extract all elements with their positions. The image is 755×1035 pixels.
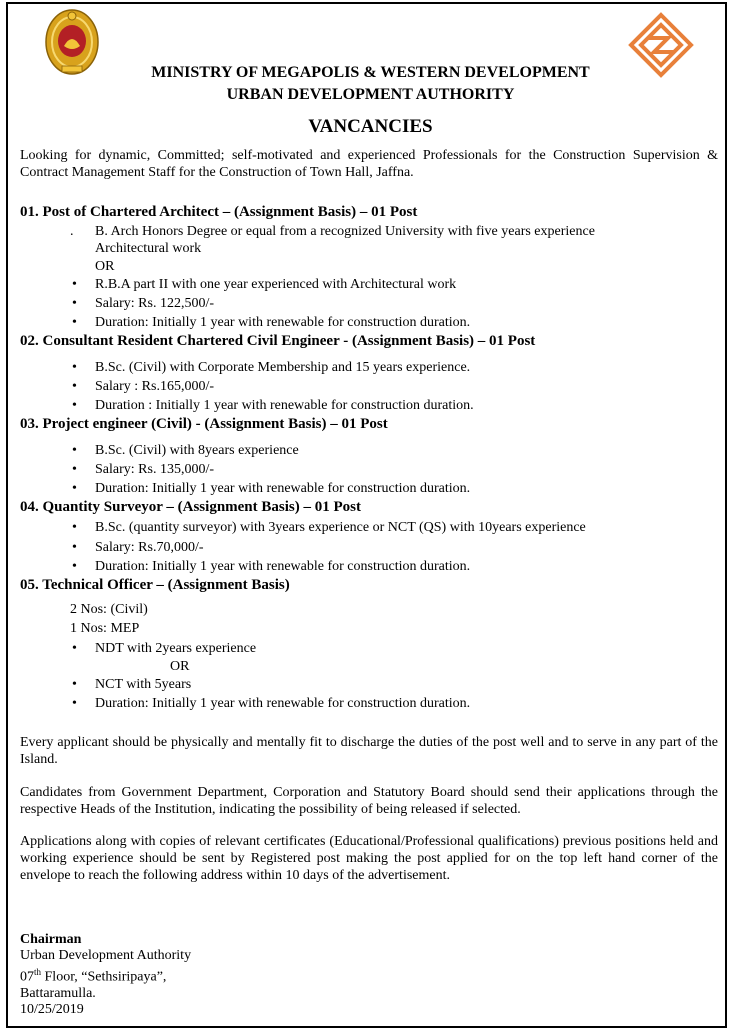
authority-title: URBAN DEVELOPMENT AUTHORITY	[226, 86, 515, 103]
advertisement-date: 10/25/2019	[20, 1001, 84, 1017]
list-item: NCT with 5years	[95, 677, 192, 692]
bullet-icon: •	[72, 696, 77, 711]
signatory-role: Chairman	[20, 932, 82, 947]
or-separator: OR	[95, 259, 115, 274]
bullet-icon: •	[72, 443, 77, 458]
or-separator: OR	[170, 659, 190, 674]
list-item: Salary: Rs.70,000/-	[95, 540, 204, 555]
bullet-icon: •	[72, 315, 77, 330]
intro-paragraph: Looking for dynamic, Committed; self-motivated and experienced Professionals for the Construction Supervision & Contract Management Staff for the Construction of Town Hall, Jaffna.	[20, 148, 718, 180]
bullet-icon: •	[72, 481, 77, 496]
address-floor: 07th Floor, “Sethsiripaya”,	[20, 967, 167, 985]
bullet-icon: •	[72, 296, 77, 311]
bullet-icon: •	[72, 520, 77, 535]
list-item: Duration: Initially 1 year with renewable for construction duration.	[95, 559, 471, 574]
bullet-icon: •	[72, 641, 77, 656]
application-instructions-paragraph: Applications along with copies of relevant certificates (Educational/Professional qualifications) previous positions held and working experience should be sent by Registered post making the post applied for on the top left hand corner of the envelope to reach the following address within 10 days of the advertisement.	[20, 834, 718, 883]
fitness-paragraph: Every applicant should be physically and mentally fit to discharge the duties of the post well and to serve in any part of the Island.	[20, 735, 718, 767]
government-applicants-paragraph: Candidates from Government Department, Corporation and Statutory Board should send their applications through the respective Heads of the Institution, indicating the possibility of being released if selected.	[20, 785, 718, 817]
list-item: B. Arch Honors Degree or equal from a recognized University with five years experience	[95, 224, 595, 239]
ministry-title: MINISTRY OF MEGAPOLIS & WESTERN DEVELOPMENT	[151, 64, 590, 81]
section-heading-civil-engineer: 02. Consultant Resident Chartered Civil Engineer - (Assignment Basis) – 01 Post	[20, 333, 536, 349]
list-item: Salary: Rs. 122,500/-	[95, 296, 214, 311]
list-item: R.B.A part II with one year experienced with Architectural work	[95, 277, 457, 292]
bullet-dot: .	[70, 224, 74, 239]
section-heading-technical-officer: 05. Technical Officer – (Assignment Basis)	[20, 577, 290, 593]
section-heading-architect: 01. Post of Chartered Architect – (Assignment Basis) – 01 Post	[20, 204, 418, 220]
bullet-icon: •	[72, 379, 77, 394]
bullet-icon: •	[72, 540, 77, 555]
bullet-icon: •	[72, 677, 77, 692]
list-item: Salary : Rs.165,000/-	[95, 379, 214, 394]
bullet-icon: •	[72, 559, 77, 574]
list-item: Salary: Rs. 135,000/-	[95, 462, 214, 477]
bullet-icon: •	[72, 462, 77, 477]
list-item-continued: Architectural work	[95, 241, 202, 256]
section-heading-quantity-surveyor: 04. Quantity Surveyor – (Assignment Basis) – 01 Post	[20, 499, 361, 515]
list-item: NDT with 2years experience	[95, 641, 257, 656]
signature-block	[20, 932, 191, 1018]
address-city: Battaramulla.	[20, 985, 96, 1001]
bullet-icon: •	[72, 277, 77, 292]
page-title: VANCANCIES	[308, 116, 433, 137]
signatory-org: Urban Development Authority	[20, 948, 192, 963]
section-heading-project-engineer: 03. Project engineer (Civil) - (Assignment Basis) – 01 Post	[20, 416, 388, 432]
list-item: Duration : Initially 1 year with renewable for construction duration.	[95, 398, 474, 413]
count-mep: 1 Nos: MEP	[70, 621, 140, 636]
list-item: Duration: Initially 1 year with renewable for construction duration.	[95, 481, 471, 496]
count-civil: 2 Nos: (Civil)	[70, 602, 148, 617]
bullet-icon: •	[72, 360, 77, 375]
list-item: B.Sc. (quantity surveyor) with 3years experience or NCT (QS) with 10years experience	[95, 520, 586, 535]
list-item: B.Sc. (Civil) with 8years experience	[95, 443, 299, 458]
list-item: B.Sc. (Civil) with Corporate Membership and 15 years experience.	[95, 360, 471, 375]
list-item: Duration: Initially 1 year with renewable for construction duration.	[95, 696, 471, 711]
bullet-icon: •	[72, 398, 77, 413]
list-item: Duration: Initially 1 year with renewable for construction duration.	[95, 315, 471, 330]
